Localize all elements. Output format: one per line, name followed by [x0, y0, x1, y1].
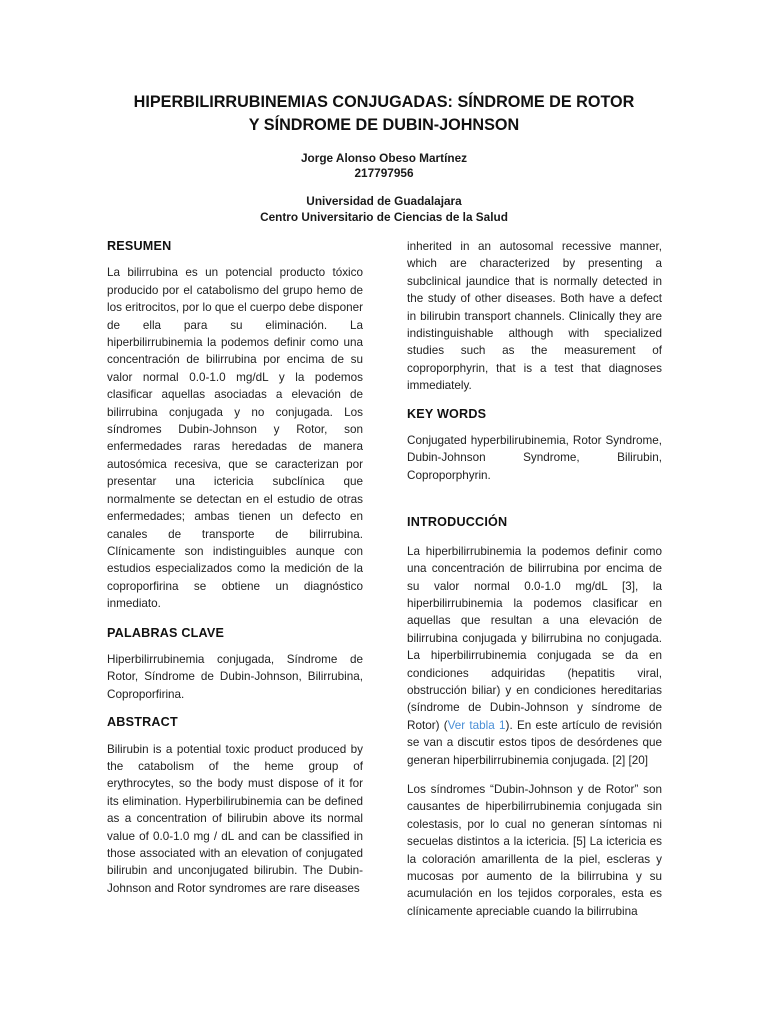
key-words-text: Conjugated hyperbilirubinemia, Rotor Syndrome, Dubin-Johnson Syndrome, Bilirubin, Coproporphyrin.: [407, 434, 662, 482]
introduccion-paragraph-2: Los síndromes “Dubin-Johnson y de Rotor” son causantes de hiperbilirrubinemia conjugada sin colestasis, por lo cual no generan síntomas ni secuelas distintos a la ictericia. [5] La ictericia es la coloración amarillenta de la piel, escleras y mucosas por aumento de la bilirrubina y su acumulación en los tejidos corporales, esta es clínicamente apreciable cuando la bilirrubina: [407, 782, 662, 918]
right-column: [407, 238, 662, 920]
abstract-continuation: inherited in an autosomal recessive manner, which are characterized by presenting a subclinical jaundice that is normally detected in the study of other diseases. Both have a defect in bilirubin transport channels. Clinically they are indistinguishable although with specialized studies such as the measurement of coproporphyrin, that is a test that diagnoses immediately.: [407, 240, 662, 393]
author-id: 217797956: [354, 166, 414, 180]
author-name: Jorge Alonso Obeso Martínez: [300, 151, 468, 165]
introduccion-heading: INTRODUCCIÓN: [407, 515, 508, 530]
resumen-text: La bilirrubina es un potencial producto tóxico producido por el catabolismo del grupo hemo de los eritrocitos, por lo que el cuerpo debe disponer de ella para su eliminación. La hiperbilirrubinemia la podemos definir como una concentración de bilirrubina por encima de su valor normal 0.0-1.0 mg/dL y la podemos clasificar aquellas asociadas a elevación de bilirrubina conjugada y no conjugada. Los síndromes Dubin-Johnson y Rotor, son enfermedades raras heredadas de manera autosómica recesiva, que se caracterizan por presentar una ictericia subclínica que normalmente se detectan en el estudio de otras enfermedades; ambas tienen un defecto en canales de transporte de bilirrubina. Clínicamente son indistinguibles aunque con estudios especializados como la medición de la coproporfirina se obtiene un diagnóstico inmediato.: [107, 266, 363, 611]
abstract-text: Bilirubin is a potential toxic product produced by the catabolism of the heme group of erythrocytes, so the body must dispose of it for its elimination. Hyperbilirubinemia can be defined as a concentration of bilirubin above its normal value of 0.0-1.0 mg / dL and can be classified in those associated with an elevation of conjugated bilirubin and unconjugated bilirubin. The Dubin-Johnson and Rotor syndromes are rare diseases: [107, 742, 363, 895]
paper-title: [70, 91, 698, 137]
affiliation-center: Centro Universitario de Ciencias de la Salud: [260, 209, 508, 224]
palabras-clave-text: Hiperbilirrubinemia conjugada, Síndrome de Rotor, Síndrome de Dubin-Johnson, Bilirrubina, Coproporfirina.: [107, 652, 363, 701]
palabras-clave-heading: PALABRAS CLAVE: [107, 625, 225, 640]
intro-p1-text-start: La hiperbilirrubinemia la podemos definir como una concentración de bilirrubina por encima de su valor normal 0.0-1.0 mg/dL [3], la hiperbilirrubinemia la podemos clasificar en aquellas que resultan a una elevación de bilirrubina conjugada y bilirrubina no conjugada. La hiperbilirrubinemia conjugada se da en condiciones adquiridas (hepatitis viral, obstrucción biliar) y en condiciones hereditarias (síndrome de Dubin-Johnson y síndrome de Rotor) (: [407, 544, 662, 732]
abstract-heading: ABSTRACT: [107, 715, 178, 730]
affiliation-block: [100, 194, 668, 225]
left-column: [107, 238, 363, 897]
title-line-2: Y SÍNDROME DE DUBIN-JOHNSON: [248, 116, 520, 134]
table-1-link[interactable]: Ver tabla 1: [447, 718, 506, 732]
title-line-1: HIPERBILIRRUBINEMIAS CONJUGADAS: SÍNDROME DE ROTOR: [133, 93, 635, 111]
resumen-heading: RESUMEN: [107, 239, 172, 253]
intro-p1-text-end: ). En este artículo de revisión se van a discutir estos tipos de desórdenes que generan hiperbilirrubinemia conjugada. [2] [20]: [407, 718, 662, 767]
key-words-heading: KEY WORDS: [407, 406, 487, 421]
affiliation-university: Universidad de Guadalajara: [306, 194, 462, 208]
author-block: [100, 151, 668, 181]
introduccion-paragraph-1: [407, 543, 662, 769]
